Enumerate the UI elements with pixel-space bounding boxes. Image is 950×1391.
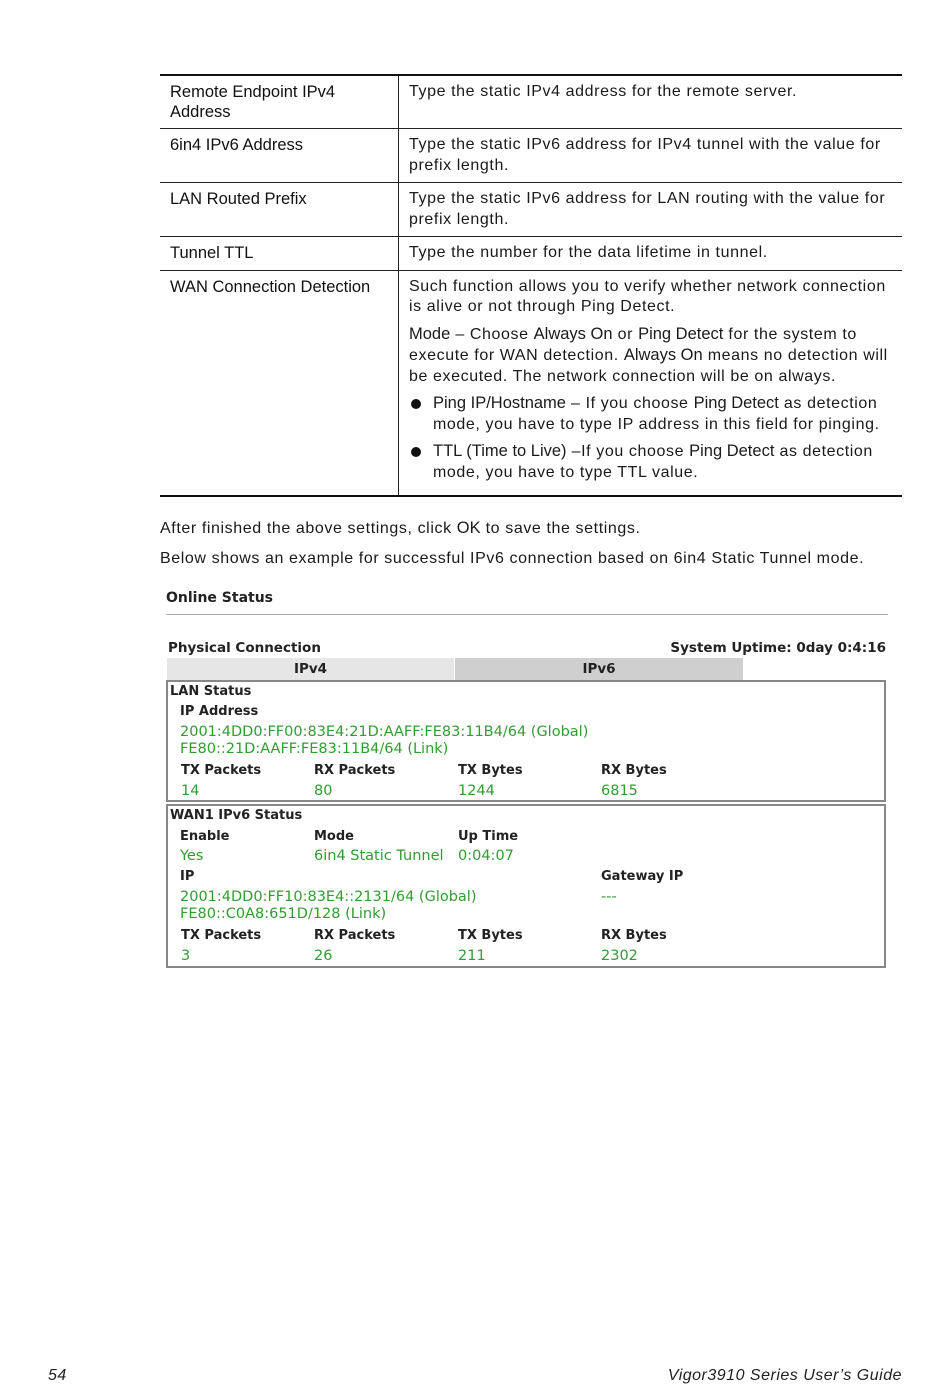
table-row bbox=[160, 237, 902, 271]
wan-tx-bytes: 211 bbox=[458, 948, 486, 964]
wan-rx-bytes: 2302 bbox=[601, 948, 638, 964]
tab-ipv6[interactable]: IPv6 bbox=[455, 658, 743, 680]
wan-ip-label: IP bbox=[180, 869, 195, 884]
wan-ip-link: FE80::C0A8:651D/128 (Link) bbox=[180, 906, 387, 922]
lan-tx-packets-header: TX Packets bbox=[181, 763, 262, 778]
para1-b: to save the settings. bbox=[480, 520, 641, 537]
lan-tx-packets: 14 bbox=[181, 783, 200, 799]
table-row bbox=[160, 75, 902, 129]
term-tunnel-ttl: Tunnel TTL bbox=[160, 237, 399, 271]
online-status-title: Online Status bbox=[166, 590, 274, 606]
term-6in4-ipv6: 6in4 IPv6 Address bbox=[160, 129, 399, 183]
table-row bbox=[160, 129, 902, 183]
para1-a: After finished the above settings, click bbox=[160, 520, 457, 537]
mode-text-2: or bbox=[612, 325, 639, 343]
wan-rx-packets: 26 bbox=[314, 948, 333, 964]
table-row bbox=[160, 270, 902, 496]
wan-tx-packets: 3 bbox=[181, 948, 191, 964]
example-paragraph: Below shows an example for successful IPv6 connection based on 6in4 Static Tunnel mode. bbox=[160, 550, 865, 567]
ok-label: OK bbox=[456, 519, 481, 537]
online-status-screenshot bbox=[162, 586, 892, 972]
wan-rx-bytes-header: RX Bytes bbox=[601, 928, 667, 943]
term-lan-routed-prefix: LAN Routed Prefix bbox=[160, 183, 399, 237]
wan1-ipv6-status-panel bbox=[166, 804, 886, 968]
system-uptime: System Uptime: 0day 0:4:16 bbox=[670, 640, 886, 656]
wan-ip-global: 2001:4DD0:FF10:83E4::2131/64 (Global) bbox=[180, 889, 477, 905]
desc-remote-endpoint: Type the static IPv4 address for the remote server. bbox=[409, 83, 798, 100]
bullet2-text-1: –If you choose bbox=[566, 443, 690, 460]
guide-title: Vigor3910 Series User’s Guide bbox=[667, 1367, 902, 1384]
desc-6in4-ipv6: Type the static IPv6 address for IPv4 tunnel with the value for prefix length. bbox=[409, 136, 881, 174]
lan-rx-bytes: 6815 bbox=[601, 783, 638, 799]
bullet1-text-2: as detection mode, you have to type IP address in this field for pinging. bbox=[433, 395, 880, 433]
mode-option-always-on: Always On bbox=[533, 324, 613, 343]
wan-gateway-value: --- bbox=[601, 889, 617, 905]
mode-option-ping-detect: Ping Detect bbox=[638, 324, 724, 343]
lan-ip-global: 2001:4DD0:FF00:83E4:21D:AAFF:FE83:11B4/64 (Global) bbox=[180, 724, 589, 740]
lan-rx-packets: 80 bbox=[314, 783, 333, 799]
bullet-ping-ip bbox=[409, 393, 892, 435]
mode-text-3: for the system to execute for WAN detection. bbox=[409, 325, 857, 364]
instruction-paragraph bbox=[160, 519, 641, 538]
bullet2-option: Ping Detect bbox=[689, 442, 775, 460]
bullet1-label: Ping IP/Hostname bbox=[433, 394, 566, 412]
bullet2-label: TTL (Time to Live) bbox=[433, 442, 567, 460]
mode-text-4: means no detection will be executed. The network connection will be on always. bbox=[409, 347, 888, 385]
parameter-table bbox=[160, 74, 902, 497]
mode-label: Mode bbox=[409, 324, 451, 343]
page-number: 54 bbox=[48, 1367, 67, 1384]
desc-lan-routed-prefix: Type the static IPv6 address for LAN routing with the value for prefix length. bbox=[409, 190, 886, 228]
lan-ip-label: IP Address bbox=[180, 704, 259, 719]
bullet-ttl bbox=[409, 441, 892, 483]
divider bbox=[166, 614, 888, 615]
wan-mode-header: Mode bbox=[314, 829, 354, 844]
wan-rx-packets-header: RX Packets bbox=[314, 928, 396, 943]
tab-ipv4[interactable]: IPv4 bbox=[167, 658, 454, 680]
lan-tx-bytes-header: TX Bytes bbox=[458, 763, 523, 778]
wan-detection-intro: Such function allows you to verify whether network connection is alive or not through Ping Detect. bbox=[409, 277, 886, 315]
wan-status-title: WAN1 IPv6 Status bbox=[170, 808, 303, 823]
wan-detection-mode bbox=[409, 324, 892, 388]
term-remote-endpoint: Remote Endpoint IPv4 Address bbox=[160, 75, 399, 129]
wan-uptime-value: 0:04:07 bbox=[458, 848, 514, 864]
physical-connection-label: Physical Connection bbox=[168, 640, 321, 656]
table-row bbox=[160, 183, 902, 237]
wan-gateway-label: Gateway IP bbox=[601, 869, 684, 884]
lan-tx-bytes: 1244 bbox=[458, 783, 495, 799]
lan-status-panel bbox=[166, 680, 886, 802]
bullet2-text-2: as detection mode, you have to type TTL value. bbox=[433, 443, 873, 481]
wan-tx-packets-header: TX Packets bbox=[181, 928, 262, 943]
wan-enable-value: Yes bbox=[180, 848, 204, 864]
bullet1-text-1: – If you choose bbox=[565, 395, 694, 412]
lan-rx-bytes-header: RX Bytes bbox=[601, 763, 667, 778]
mode-option-always-on-2: Always On bbox=[623, 346, 703, 364]
wan-tx-bytes-header: TX Bytes bbox=[458, 928, 523, 943]
lan-ip-link: FE80::21D:AAFF:FE83:11B4/64 (Link) bbox=[180, 741, 449, 757]
lan-status-title: LAN Status bbox=[170, 684, 252, 699]
desc-wan-detection bbox=[399, 270, 903, 496]
bullet1-option: Ping Detect bbox=[693, 394, 779, 412]
lan-rx-packets-header: RX Packets bbox=[314, 763, 396, 778]
bullet-dot-icon bbox=[411, 447, 421, 457]
mode-text-1: – Choose bbox=[450, 325, 534, 343]
wan-enable-header: Enable bbox=[180, 829, 230, 844]
term-wan-detection: WAN Connection Detection bbox=[160, 270, 399, 496]
desc-tunnel-ttl: Type the number for the data lifetime in tunnel. bbox=[409, 244, 768, 261]
bullet-dot-icon bbox=[411, 399, 421, 409]
wan-mode-value: 6in4 Static Tunnel bbox=[314, 848, 444, 864]
wan-uptime-header: Up Time bbox=[458, 829, 519, 844]
